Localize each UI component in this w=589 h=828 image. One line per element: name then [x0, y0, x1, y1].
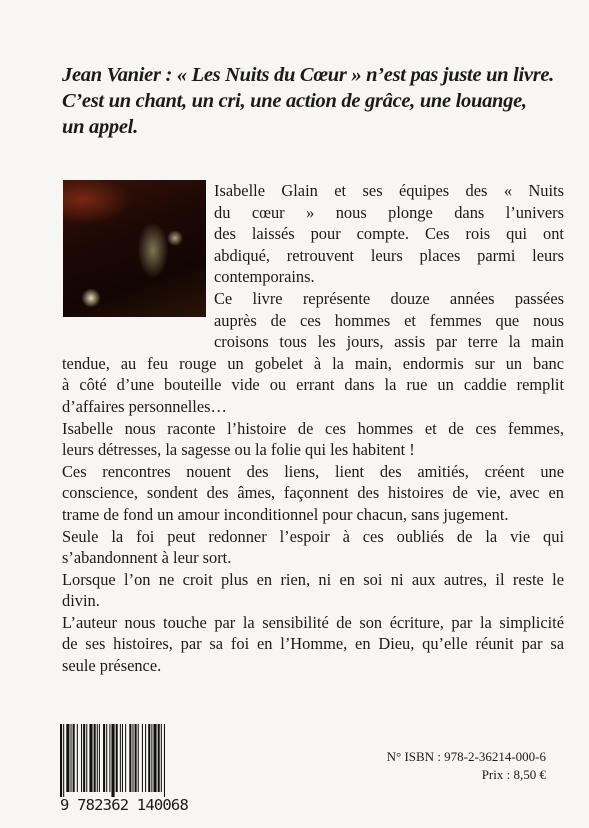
- jean-vanier-quote: [62, 62, 562, 140]
- description-line: trame de fond un amour inconditionnel pour chacun, sans jugement.: [62, 504, 509, 524]
- description-line: des laissés pour compte. Ces rois qui ont: [214, 224, 564, 244]
- barcode-bar: [122, 724, 123, 792]
- barcode-bar: [151, 724, 152, 792]
- description-line: Ces rencontres nouent des liens, lient des amitiés, créent une: [62, 461, 564, 481]
- description-line: de ses histoires, par sa foi en l’Homme, en Dieu, qu’elle réunit par sa: [62, 634, 564, 654]
- barcode-bar: [116, 724, 118, 792]
- barcode-bar: [111, 724, 114, 797]
- description-line: Ce livre représente douze années passées: [214, 288, 564, 308]
- barcode-bar: [132, 724, 133, 792]
- barcode-bar: [164, 724, 165, 797]
- isbn-block: [370, 748, 546, 784]
- quote-line-3: un appel.: [62, 116, 138, 138]
- description-line: tendue, au feu rouge un gobelet à la main, endormis sur un banc: [62, 353, 564, 373]
- barcode-bar: [138, 724, 139, 792]
- barcode-bar: [89, 724, 92, 792]
- barcode-bar: [120, 724, 121, 792]
- price: Prix : 8,50 €: [481, 767, 546, 782]
- description-line: conscience, sondent des âmes, façonnent des histoires de vie, avec en: [62, 483, 564, 503]
- description-line: abdiqué, retrouvent leurs places parmi leurs: [214, 245, 564, 265]
- barcode-bar: [135, 724, 137, 792]
- barcode-bar: [161, 724, 162, 792]
- barcode-bar: [66, 724, 69, 792]
- description-line: à côté d’une bouteille vide ou errant dans la rue un caddie remplit: [62, 375, 564, 395]
- barcode-bar: [106, 724, 107, 792]
- description-line: d’affaires personnelles…: [62, 396, 227, 416]
- barcode-bar: [81, 724, 82, 792]
- isbn-number: N° ISBN : 978-2-36214-000-6: [386, 749, 546, 764]
- quote-line-2: C’est un chant, un cri, une action de grâce, une louange,: [62, 90, 527, 112]
- barcode-bar: [77, 724, 78, 792]
- barcode-bar: [97, 724, 98, 792]
- barcode-bar: [86, 724, 87, 792]
- description-line: Seule la foi peut redonner l’espoir à ces oubliés de la vie qui: [62, 526, 564, 546]
- description-line: contemporains.: [214, 267, 315, 287]
- barcode-bar: [109, 724, 110, 792]
- quote-line-1: Jean Vanier : « Les Nuits du Cœur » n’est pas juste un livre.: [62, 64, 554, 86]
- barcode-bar: [83, 724, 85, 792]
- barcode-bar: [73, 724, 75, 792]
- barcode-digits: 9 782362 140068: [60, 796, 188, 814]
- barcode-bar: [103, 724, 105, 792]
- description-line: L’auteur nous touche par la sensibilité de son écriture, par la simplicité: [62, 612, 564, 632]
- description-line: leurs détresses, la sagesse ou la folie qui les habitent !: [62, 440, 415, 460]
- barcode-bar: [158, 724, 160, 792]
- barcode-bar: [99, 724, 100, 792]
- description-line: du cœur » nous plonge dans l’univers: [214, 202, 564, 222]
- barcode-bar: [71, 724, 72, 792]
- book-description: [62, 180, 564, 677]
- description-line: divin.: [62, 591, 100, 611]
- description-line: seule présence.: [62, 656, 162, 676]
- barcode-bars-icon: [60, 724, 195, 797]
- barcode-bar: [94, 724, 96, 792]
- description-line: croisons tous les jours, assis par terre la main: [214, 332, 564, 352]
- barcode-bar: [145, 724, 146, 792]
- barcode-bar: [142, 724, 143, 792]
- description-line: s’abandonnent à leur sort.: [62, 548, 232, 568]
- description-line: Lorsque l’on ne croit plus en rien, ni en soi ni aux autres, il reste le: [62, 569, 564, 589]
- barcode-bar: [63, 724, 64, 797]
- barcode-bar: [129, 724, 131, 792]
- barcode-bar: [148, 724, 150, 792]
- barcode: [60, 724, 195, 797]
- description-line: auprès de ces hommes et femmes que nous: [214, 310, 564, 330]
- description-line: Isabelle Glain et ses équipes des « Nuits: [214, 181, 564, 200]
- barcode-bar: [125, 724, 126, 792]
- barcode-bar: [153, 724, 156, 792]
- description-line: Isabelle nous raconte l’histoire de ces hommes et de ces femmes,: [62, 418, 564, 438]
- barcode-bar: [60, 724, 62, 797]
